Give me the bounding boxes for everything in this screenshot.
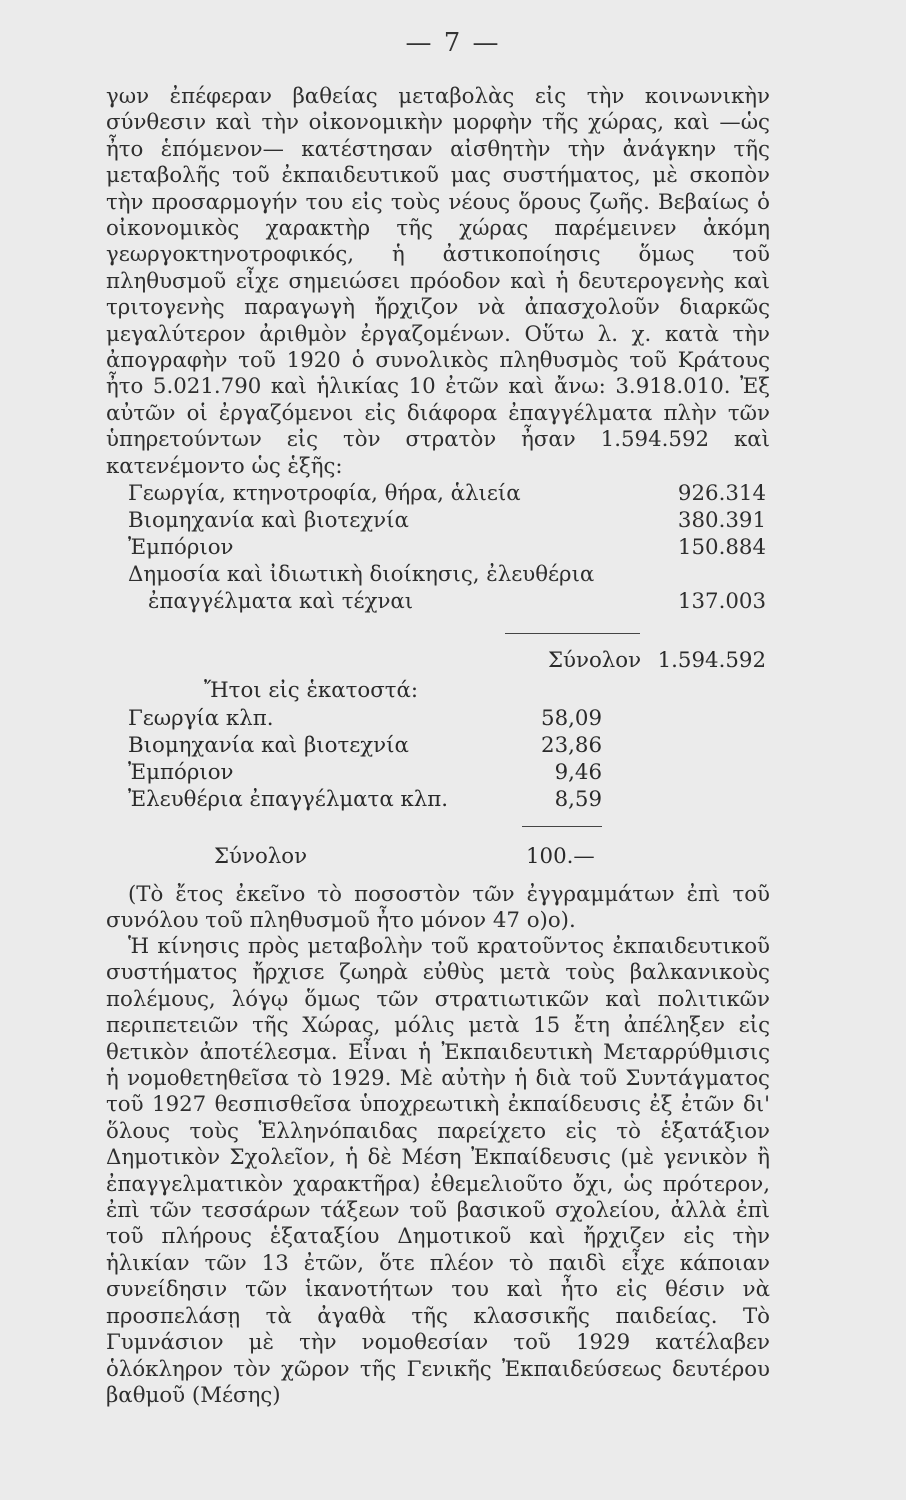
paragraph-note (106, 882, 770, 935)
percentage-label: Βιομηχανία καὶ βιοτεχνία (128, 733, 409, 758)
paragraph-note-text: (Τὸ ἔτος ἐκεῖνο τὸ ποσοστὸν τῶν ἐγγραμμάτων ἐπὶ τοῦ συνόλου τοῦ πληθυσμοῦ ἦτο μόνον 47 ο)ο). (106, 882, 770, 934)
paragraph-intro (106, 84, 770, 480)
percentages-table (128, 706, 608, 814)
occupation-row (128, 481, 770, 508)
occupation-label: Γεωργία, κτηνοτροφία, θήρα, ἁλιεία (128, 481, 521, 506)
occupation-value: 137.003 (677, 589, 766, 614)
percentage-row (128, 760, 608, 787)
percentage-value: 9,46 (554, 760, 602, 785)
occupation-label-line1: Δημοσία καὶ ἰδιωτικὴ διοίκησις, ἐλευθέρια (128, 562, 595, 587)
percentages-heading: Ἤτοι εἰς ἑκατοστά: (204, 678, 419, 703)
occupation-label: Βιομηχανία καὶ βιοτεχνία (128, 508, 409, 533)
percentage-total-value: 100.— (526, 844, 595, 869)
occupation-label-line2: ἐπαγγέλματα καὶ τέχναι (148, 589, 414, 614)
percentage-row (128, 787, 608, 814)
paragraph-reform-text: Ἡ κίνησις πρὸς μεταβολὴν τοῦ κρατοῦντος ἐκπαιδευτικοῦ συστήματος ἤρχισε ζωηρὰ εὐθὺς μετὰ τοὺς βαλκανικοὺς πολέμους, λόγῳ ὅμως τῶν στρατιωτικῶν καὶ πολιτικῶν περιπετειῶν τῆς Χώρας, μόλις μετὰ 15 ἔτη ἀπέληξεν εἰς θετικὸν ἀποτέλεσμα. Εἶναι ἡ Ἐκπαιδευτικὴ Μεταρρύθμισις ἡ νομοθετηθεῖσα τὸ 1929. Μὲ αὐτὴν ἡ διὰ τοῦ Συντάγματος τοῦ 1927 θεσπισθεῖσα ὑποχρεωτικὴ ἐκπαίδευσις ἐξ ἐτῶν δι' ὅλους τοὺς Ἑλληνόπαιδας παρείχετο εἰς τὸ ἑξατάξιον Δημοτικὸν Σχολεῖον, ἡ δὲ Μέση Ἐκπαίδευσις (μὲ γενικὸν ἢ ἐπαγγελματικὸν χαρακτῆρα) ἐθεμελιοῦτο ὄχι, ὡς πρότερον, ἐπὶ τῶν τεσσάρων τάξεων τοῦ βασικοῦ σχολείου, ἀλλὰ ἐπὶ τοῦ πλήρους ἑξαταξίου Δημοτικοῦ καὶ ἤρχιζεν εἰς τὴν ἡλικίαν τῶν 13 ἐτῶν, ὅτε πλέον τὸ παιδὶ εἶχε κάποιαν συνείδησιν τῶν ἱκανοτήτων του καὶ ἦτο εἰς θέσιν νὰ προσπελάσῃ τὰ ἀγαθὰ τῆς κλασσικῆς παιδείας. Τὸ Γυμνάσιον μὲ τὴν νομοθεσίαν τοῦ 1929 κατέλαβεν ὁλόκληρον τὸν χῶρον τῆς Γενικῆς Ἐκπαιδεύσεως δευτέρου βαθμοῦ (Μέσης) (106, 934, 770, 1408)
occupation-value: 150.884 (677, 535, 766, 560)
paragraph-intro-text: γων ἐπέφεραν βαθείας μεταβολὰς εἰς τὴν κοινωνικὴν σύνθεσιν καὶ τὴν οἰκονομικὴν μορφὴν τῆς χώρας, καὶ —ὡς ἦτο ἑπόμενον— κατέστησαν αἰσθητὴν τὴν ἀνάγκην τῆς μεταβολῆς τοῦ ἐκπαιδευτικοῦ μας συστήματος, μὲ σκοπὸν τὴν προσαρμογήν του εἰς τοὺς νέους ὅρους ζωῆς. Βεβαίως ὁ οἰκονομικὸς χαρακτὴρ τῆς χώρας παρέμεινεν ἀκόμη γεωργοκτηνοτροφικός, ἡ ἀστικοποίησις ὅμως τοῦ πληθυσμοῦ εἶχε σημειώσει πρόοδον καὶ ἡ δευτερογενὴς καὶ τριτογενὴς παραγωγὴ ἤρχιζον νὰ ἀπασχολοῦν διαρκῶς μεγαλύτερον ἀριθμὸν ἐργαζομένων. Οὕτω λ. χ. κατὰ τὴν ἀπογραφὴν τοῦ 1920 ὁ συνολικὸς πληθυσμὸς τοῦ Κράτους ἦτο 5.021.790 καὶ ἡλικίας 10 ἐτῶν καὶ ἄνω: 3.918.010. Ἐξ αὐτῶν οἱ ἐργαζόμενοι εἰς διάφορα ἐπαγγέλματα πλὴν τῶν ὑπηρετούντων εἰς τὸν στρατὸν ἦσαν 1.594.592 καὶ κατενέμοντο ὡς ἑξῆς: (106, 84, 770, 479)
occupation-value: 380.391 (677, 508, 766, 533)
occupation-total-rule (505, 633, 640, 634)
percentage-value: 23,86 (541, 733, 602, 758)
percentage-row (128, 706, 608, 733)
percentage-value: 8,59 (554, 787, 602, 812)
occupation-row-continued (128, 589, 770, 619)
occupation-row (128, 562, 770, 589)
percentage-value: 58,09 (541, 706, 602, 731)
percentage-label: Γεωργία κλπ. (128, 706, 274, 731)
paragraph-reform (106, 934, 770, 1409)
percentage-total-rule (522, 826, 602, 827)
occupation-total-value: 1.594.592 (657, 648, 766, 673)
occupation-value: 926.314 (677, 481, 766, 506)
percentage-label: Ἐμπόριον (128, 760, 234, 785)
occupation-row (128, 535, 770, 562)
occupation-label: Ἐμπόριον (128, 535, 234, 560)
page-number: — 7 — (405, 28, 501, 58)
percentage-row (128, 733, 608, 760)
percentage-label: Ἐλευθέρια ἐπαγγέλματα κλπ. (128, 787, 449, 812)
percentage-total-label: Σύνολον (214, 844, 308, 869)
occupation-table (128, 481, 770, 619)
occupation-row (128, 508, 770, 535)
occupation-total-label: Σύνολον (548, 648, 642, 673)
